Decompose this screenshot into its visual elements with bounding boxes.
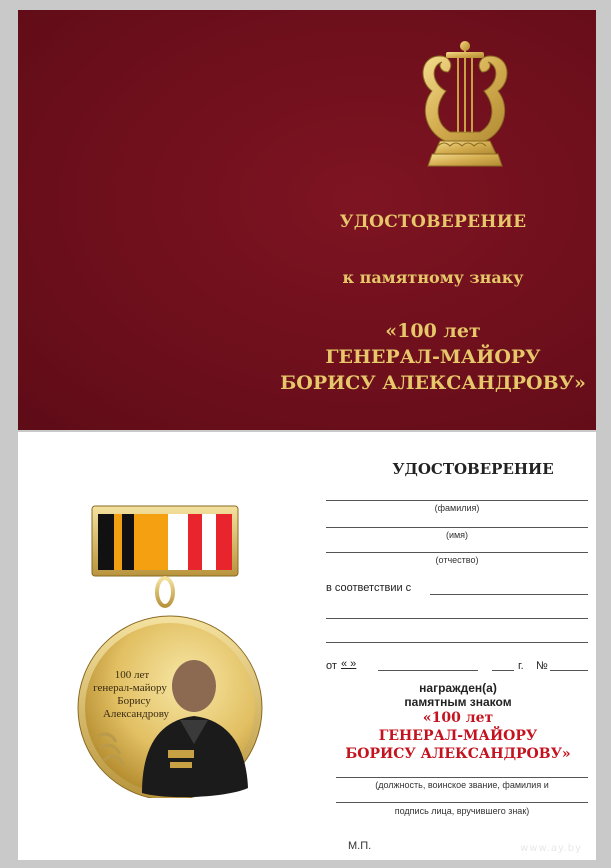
surname-caption: (фамилия) [434, 503, 480, 513]
date-quote: « » [341, 658, 357, 670]
number-line [550, 670, 588, 671]
medal-inscription-1: 100 лет [114, 669, 150, 681]
medal-inscription-4: Александрову [102, 708, 170, 720]
according-label: в соответствии с [326, 582, 412, 594]
signer-caption-1: (должность, воинское звание, фамилия и [375, 780, 549, 790]
award-name-line2: ГЕНЕРАЛ-МАЙОРУ [378, 728, 538, 744]
stamp-label: М.П. [348, 840, 372, 852]
name-line [326, 527, 588, 528]
medal-inscription-2: генерал-майору [93, 682, 167, 694]
award-name-line3: БОРИСУ АЛЕКСАНДРОВУ» [345, 746, 571, 762]
medal-inscription-3: Борису [117, 695, 151, 707]
cover-award-line3: БОРИСУ АЛЕКСАНДРОВУ» [280, 372, 586, 394]
patronymic-caption: (отчество) [435, 555, 479, 565]
from-label: от [326, 660, 337, 672]
cover-title: УДОСТОВЕРЕНИЕ [339, 212, 527, 232]
signer-line-2 [336, 802, 588, 803]
cover-award-line2: ГЕНЕРАЛ-МАЙОРУ [325, 346, 541, 368]
cover-award-line1: «100 лет [385, 320, 481, 342]
patronymic-line [326, 552, 588, 553]
surname-line [326, 500, 588, 501]
watermark: www.ay.by [520, 843, 582, 854]
signer-caption-2: подпись лица, вручившего знак) [394, 806, 530, 816]
certificate-inner-page [18, 432, 596, 860]
cover-subtitle: к памятному знаку [342, 268, 524, 287]
awarded-label: награжден(а) [419, 681, 497, 695]
award-name-line1: «100 лет [422, 710, 494, 726]
lyre-icon [410, 36, 520, 176]
inner-title: УДОСТОВЕРЕНИЕ [392, 460, 554, 478]
number-label: № [536, 660, 548, 672]
medal-image [76, 498, 276, 798]
year-label: г. [518, 660, 524, 672]
according-line [430, 594, 588, 595]
according-line-3 [326, 642, 588, 643]
name-caption: (имя) [445, 530, 469, 540]
awarded-sign-label: памятным знаком [404, 695, 512, 709]
according-line-2 [326, 618, 588, 619]
signer-line [336, 777, 588, 778]
certificate-cover [18, 10, 596, 430]
year-line [492, 670, 514, 671]
month-line [378, 670, 478, 671]
